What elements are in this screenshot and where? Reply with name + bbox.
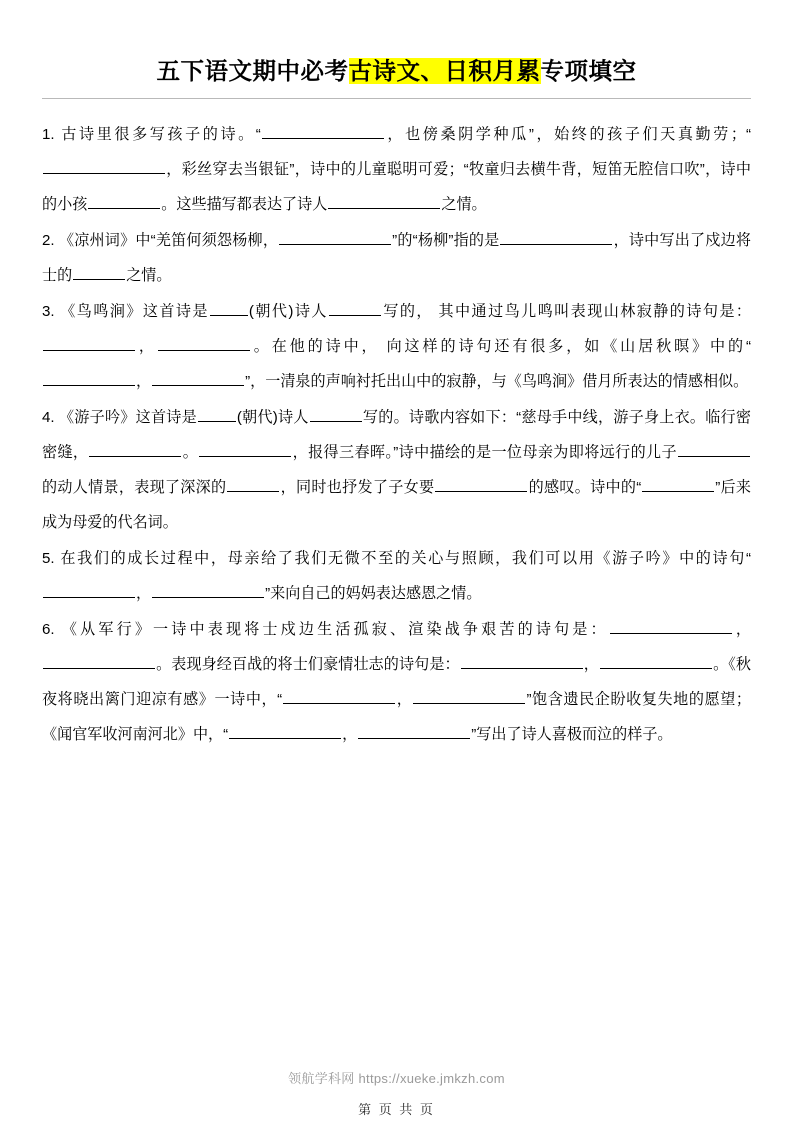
question-text: (朝代)诗人 — [248, 302, 328, 320]
question-text: ， — [136, 372, 152, 390]
question-text: (朝代)诗人 — [236, 408, 309, 426]
question-text: ， — [136, 337, 157, 355]
question-text: 。 — [182, 443, 199, 461]
answer-blank[interactable] — [198, 407, 236, 421]
question-text: ， — [396, 690, 413, 708]
answer-blank[interactable] — [43, 654, 155, 668]
answer-blank[interactable] — [310, 407, 362, 421]
question-text: ”后来成为母爱的代名词。 — [42, 478, 751, 531]
question-text: ，报得三春晖。”诗中描绘的是一位母亲为即将远行的儿子 — [292, 443, 677, 461]
question-text: 。《秋夜将晓出篱门迎凉有感》一诗中，“ — [42, 655, 751, 708]
title-divider — [42, 98, 751, 99]
question-text: 在我们的成长过程中，母亲给了我们无微不至的关心与照顾，我们可以用《游子吟》中的诗句“ — [60, 549, 751, 567]
answer-blank[interactable] — [152, 583, 264, 597]
question-item — [42, 400, 751, 540]
answer-blank[interactable] — [43, 583, 135, 597]
question-text: ，诗中写出了戍边将士的 — [42, 231, 751, 284]
question-text: 。在他的诗中， 向这样的诗句还有很多，如《山居秋暝》中的“ — [250, 337, 751, 355]
question-item — [42, 612, 751, 752]
question-text: ，也傍桑阴学种瓜”，始终的孩子们天真勤劳；“ — [384, 125, 751, 143]
question-list — [42, 117, 751, 752]
question-text: ”饱含遗民企盼收复失地的愿望；《闻官军收河南河北》中，“ — [42, 690, 751, 743]
watermark: 领航学科网 https://xueke.jmkzh.com — [288, 1071, 505, 1086]
answer-blank[interactable] — [199, 442, 291, 456]
answer-blank[interactable] — [43, 371, 135, 385]
answer-blank[interactable] — [73, 265, 125, 279]
question-text: ”来向自己的妈妈表达感恩之情。 — [265, 584, 482, 602]
answer-blank[interactable] — [227, 477, 279, 491]
answer-blank[interactable] — [500, 230, 612, 244]
question-text: 写的， 其中通过鸟儿鸣叫表现山林寂静的诗句是： — [381, 302, 751, 320]
question-text: 的感叹。诗中的“ — [528, 478, 642, 496]
question-number: 2. — [42, 231, 59, 249]
question-text: 。表现身经百战的将士们豪情壮志的诗句是： — [156, 655, 460, 673]
answer-blank[interactable] — [328, 194, 440, 208]
question-text: ”写出了诗人喜极而泣的样子。 — [471, 725, 673, 743]
question-text: ，同时也抒发了子女要 — [280, 478, 435, 496]
answer-blank[interactable] — [642, 477, 714, 491]
answer-blank[interactable] — [43, 336, 135, 350]
question-text: ， — [342, 725, 358, 743]
question-item — [42, 294, 751, 399]
question-text: 古诗里很多写孩子的诗。“ — [61, 125, 261, 143]
question-number: 6. — [42, 620, 62, 638]
page-title — [42, 56, 751, 87]
question-text: ，彩丝穿去当银钲”，诗中的儿童聪明可爱；“牧童归去横牛背，短笛无腔信口吹”，诗中的小孩 — [42, 160, 751, 213]
question-item — [42, 117, 751, 222]
answer-blank[interactable] — [152, 371, 244, 385]
answer-blank[interactable] — [229, 724, 341, 738]
question-text: 《从军行》一诗中表现将士戍边生活孤寂、渲染战争艰苦的诗句是： — [61, 620, 609, 638]
question-number: 3. — [42, 302, 61, 320]
answer-blank[interactable] — [461, 654, 583, 668]
question-text: 《鸟鸣涧》这首诗是 — [60, 302, 209, 320]
question-text: ”，一清泉的声响衬托出山中的寂静，与《鸟鸣涧》借月所表达的情感相似。 — [245, 372, 749, 390]
question-text: ， — [136, 584, 152, 602]
title-block — [42, 56, 751, 99]
answer-blank[interactable] — [158, 336, 250, 350]
question-text: 的动人情景，表现了深深的 — [42, 478, 227, 496]
question-item — [42, 541, 751, 611]
question-text: 之情。 — [441, 195, 487, 213]
question-number: 5. — [42, 549, 61, 567]
answer-blank[interactable] — [329, 301, 381, 315]
answer-blank[interactable] — [283, 689, 395, 703]
title-after: 专项填空 — [540, 58, 637, 84]
question-text: ， — [732, 620, 751, 638]
question-text: 《凉州词》中“羌笛何须怨杨柳， — [58, 231, 279, 249]
answer-blank[interactable] — [610, 619, 732, 633]
question-item — [42, 223, 751, 293]
question-text: ”的“杨柳”指的是 — [392, 231, 500, 249]
question-text: 《游子吟》这首诗是 — [59, 408, 197, 426]
answer-blank[interactable] — [600, 654, 712, 668]
answer-blank[interactable] — [43, 159, 165, 173]
question-text: 之情。 — [126, 266, 172, 284]
answer-blank[interactable] — [279, 230, 391, 244]
answer-blank[interactable] — [413, 689, 525, 703]
answer-blank[interactable] — [210, 301, 248, 315]
question-text: 写的。诗歌内容如下：“慈母手中线，游子身上衣。临行密密缝， — [42, 408, 751, 461]
title-before: 五下语文期中必考 — [156, 58, 349, 84]
title-highlight: 古诗文、日积月累 — [348, 58, 541, 84]
page-number-footer: 第 页 共 页 — [358, 1102, 435, 1117]
answer-blank[interactable] — [678, 442, 750, 456]
answer-blank[interactable] — [262, 124, 384, 138]
question-number: 1. — [42, 125, 62, 143]
question-text: 。这些描写都表达了诗人 — [161, 195, 328, 213]
answer-blank[interactable] — [435, 477, 527, 491]
question-text: ， — [583, 655, 599, 673]
answer-blank[interactable] — [358, 724, 470, 738]
answer-blank[interactable] — [88, 194, 160, 208]
answer-blank[interactable] — [89, 442, 181, 456]
question-number: 4. — [42, 408, 60, 426]
